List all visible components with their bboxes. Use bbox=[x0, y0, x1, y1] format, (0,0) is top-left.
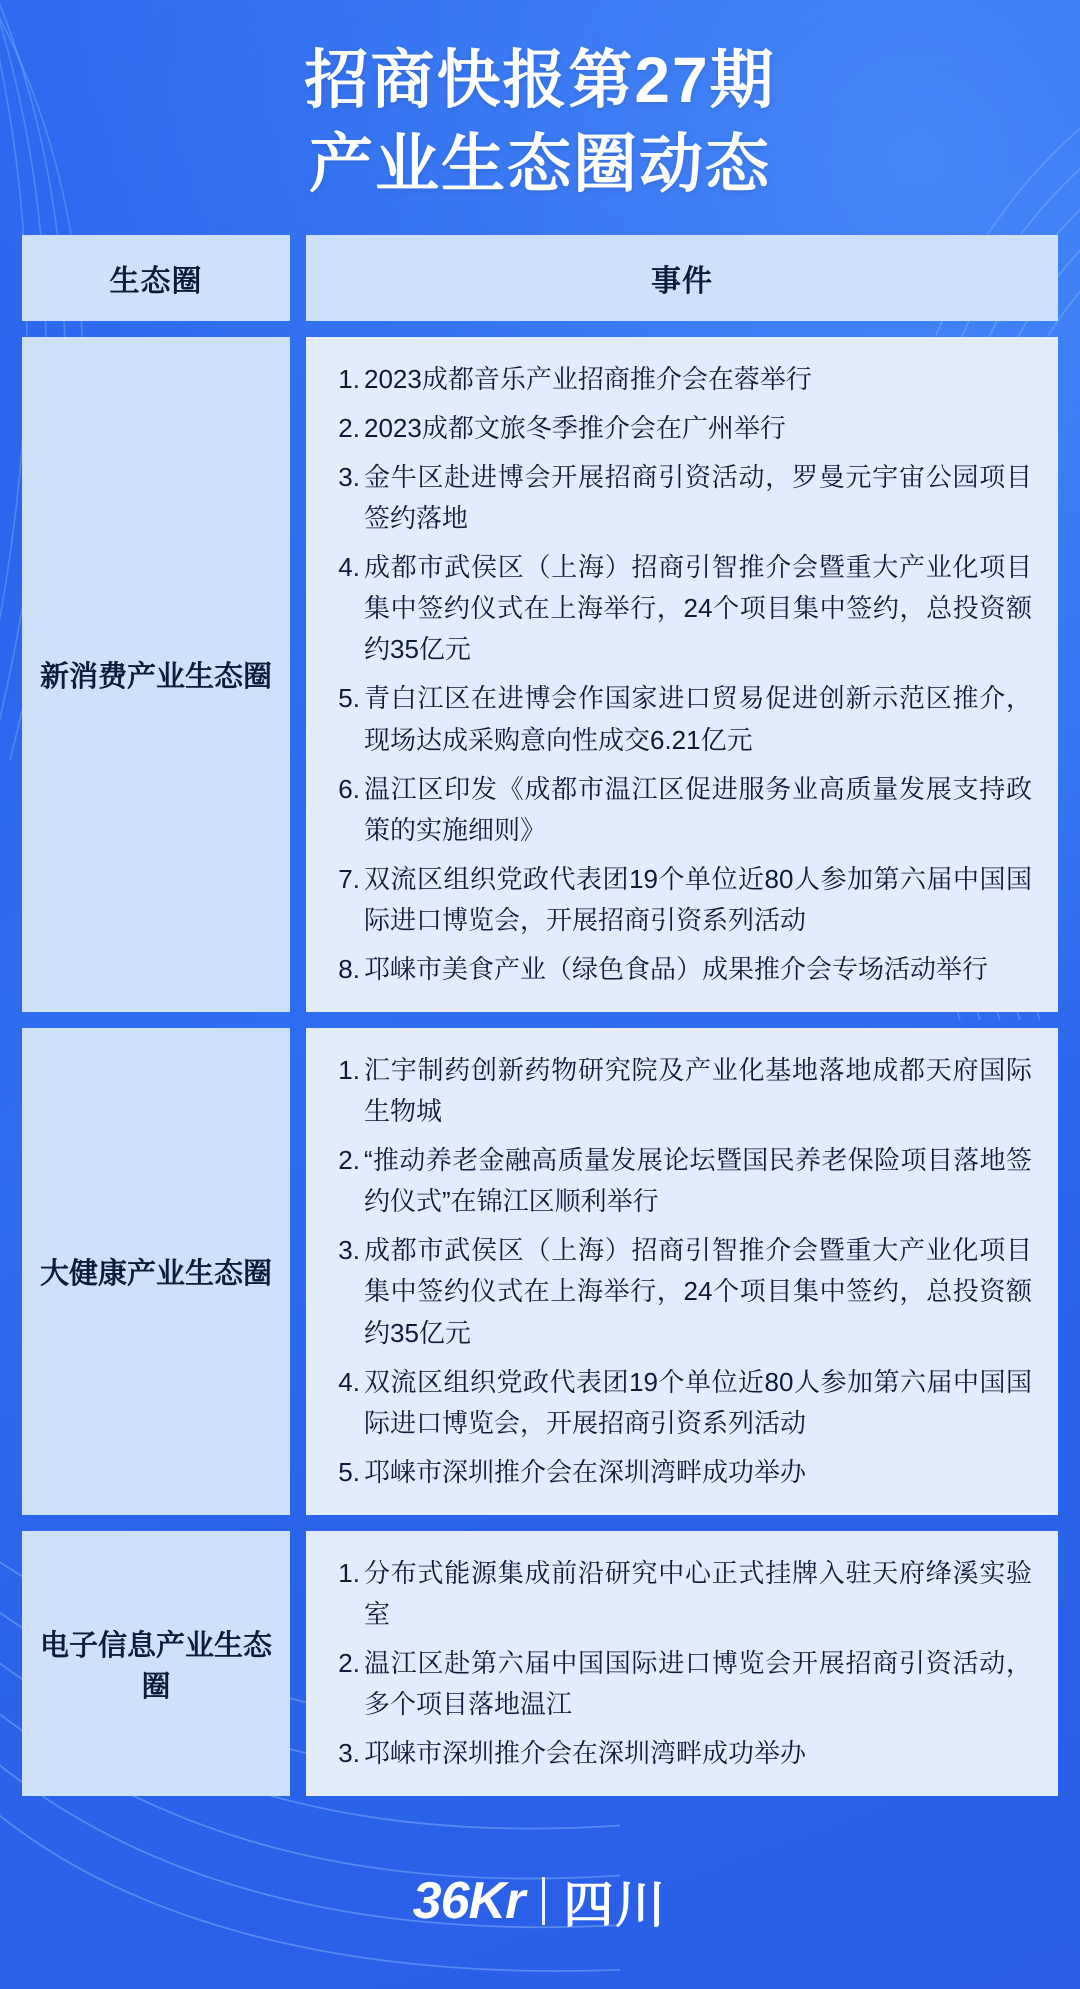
list-item: 成都市武侯区（上海）招商引智推介会暨重大产业化项目集中签约仪式在上海举行，24个项目集中签约，总投资额约35亿元 bbox=[364, 1235, 1032, 1348]
row-events-cell bbox=[306, 1531, 1058, 1796]
poster-header bbox=[0, 0, 1080, 207]
list-item: 温江区赴第六届中国国际进口博览会开展招商引资活动，多个项目落地温江 bbox=[364, 1647, 1032, 1720]
list-item: 2023成都音乐产业招商推介会在蓉举行 bbox=[364, 363, 812, 394]
list-item: 金牛区赴进博会开展招商引资活动，罗曼元宇宙公园项目签约落地 bbox=[364, 462, 1032, 534]
events-list bbox=[324, 1050, 1032, 1493]
table-row bbox=[22, 1531, 1058, 1796]
row-category-label: 新消费产业生态圈 bbox=[22, 337, 290, 1012]
list-item: 分布式能源集成前沿研究中心正式挂牌入驻天府绛溪实验室 bbox=[364, 1557, 1032, 1629]
events-list bbox=[324, 359, 1032, 990]
list-item: 邛崃市深圳推介会在深圳湾畔成功举办 bbox=[364, 1456, 807, 1487]
list-item: 2023成都文旅冬季推介会在广州举行 bbox=[364, 413, 786, 444]
table-row bbox=[22, 337, 1058, 1012]
column-header-category: 生态圈 bbox=[22, 235, 290, 321]
list-item: 成都市武侯区（上海）招商引智推介会暨重大产业化项目集中签约仪式在上海举行，24个项目集中签约，总投资额约35亿元 bbox=[364, 552, 1032, 665]
list-item: 温江区印发《成都市温江区促进服务业高质量发展支持政策的实施细则》 bbox=[364, 773, 1032, 845]
row-category-label: 电子信息产业生态圈 bbox=[22, 1531, 290, 1796]
footer-logo bbox=[0, 1865, 1080, 1937]
table-header-row bbox=[22, 235, 1058, 321]
page-title-line1: 招商快报第27期 bbox=[304, 44, 776, 116]
list-item: 汇宇制药创新药物研究院及产业化基地落地成都天府国际生物城 bbox=[364, 1055, 1032, 1127]
events-list bbox=[324, 1553, 1032, 1774]
brand-logo-36kr: 36Kr bbox=[412, 1872, 525, 1930]
logo-divider bbox=[542, 1877, 545, 1925]
list-item: “推动养老金融高质量发展论坛暨国民养老保险项目落地签约仪式”在锦江区顺利举行 bbox=[364, 1145, 1032, 1217]
list-item: 青白江区在进博会作国家进口贸易促进创新示范区推介，现场达成采购意向性成交6.21亿元 bbox=[364, 683, 1032, 755]
page-title-line2: 产业生态圈动态 bbox=[309, 128, 771, 201]
ecosystem-table bbox=[22, 235, 1058, 1796]
list-item: 双流区组织党政代表团19个单位近80人参加第六届中国国际进口博览会，开展招商引资系列活动 bbox=[364, 863, 1032, 935]
row-events-cell bbox=[306, 337, 1058, 1012]
list-item: 双流区组织党政代表团19个单位近80人参加第六届中国国际进口博览会，开展招商引资系列活动 bbox=[364, 1366, 1032, 1438]
row-category-label: 大健康产业生态圈 bbox=[22, 1028, 290, 1515]
brand-region-label: 四川 bbox=[563, 1877, 668, 1933]
column-header-events: 事件 bbox=[306, 235, 1058, 321]
list-item: 邛崃市美食产业（绿色食品）成果推介会专场活动举行 bbox=[364, 953, 989, 984]
row-events-cell bbox=[306, 1028, 1058, 1515]
list-item: 邛崃市深圳推介会在深圳湾畔成功举办 bbox=[364, 1738, 807, 1769]
table-row bbox=[22, 1028, 1058, 1515]
